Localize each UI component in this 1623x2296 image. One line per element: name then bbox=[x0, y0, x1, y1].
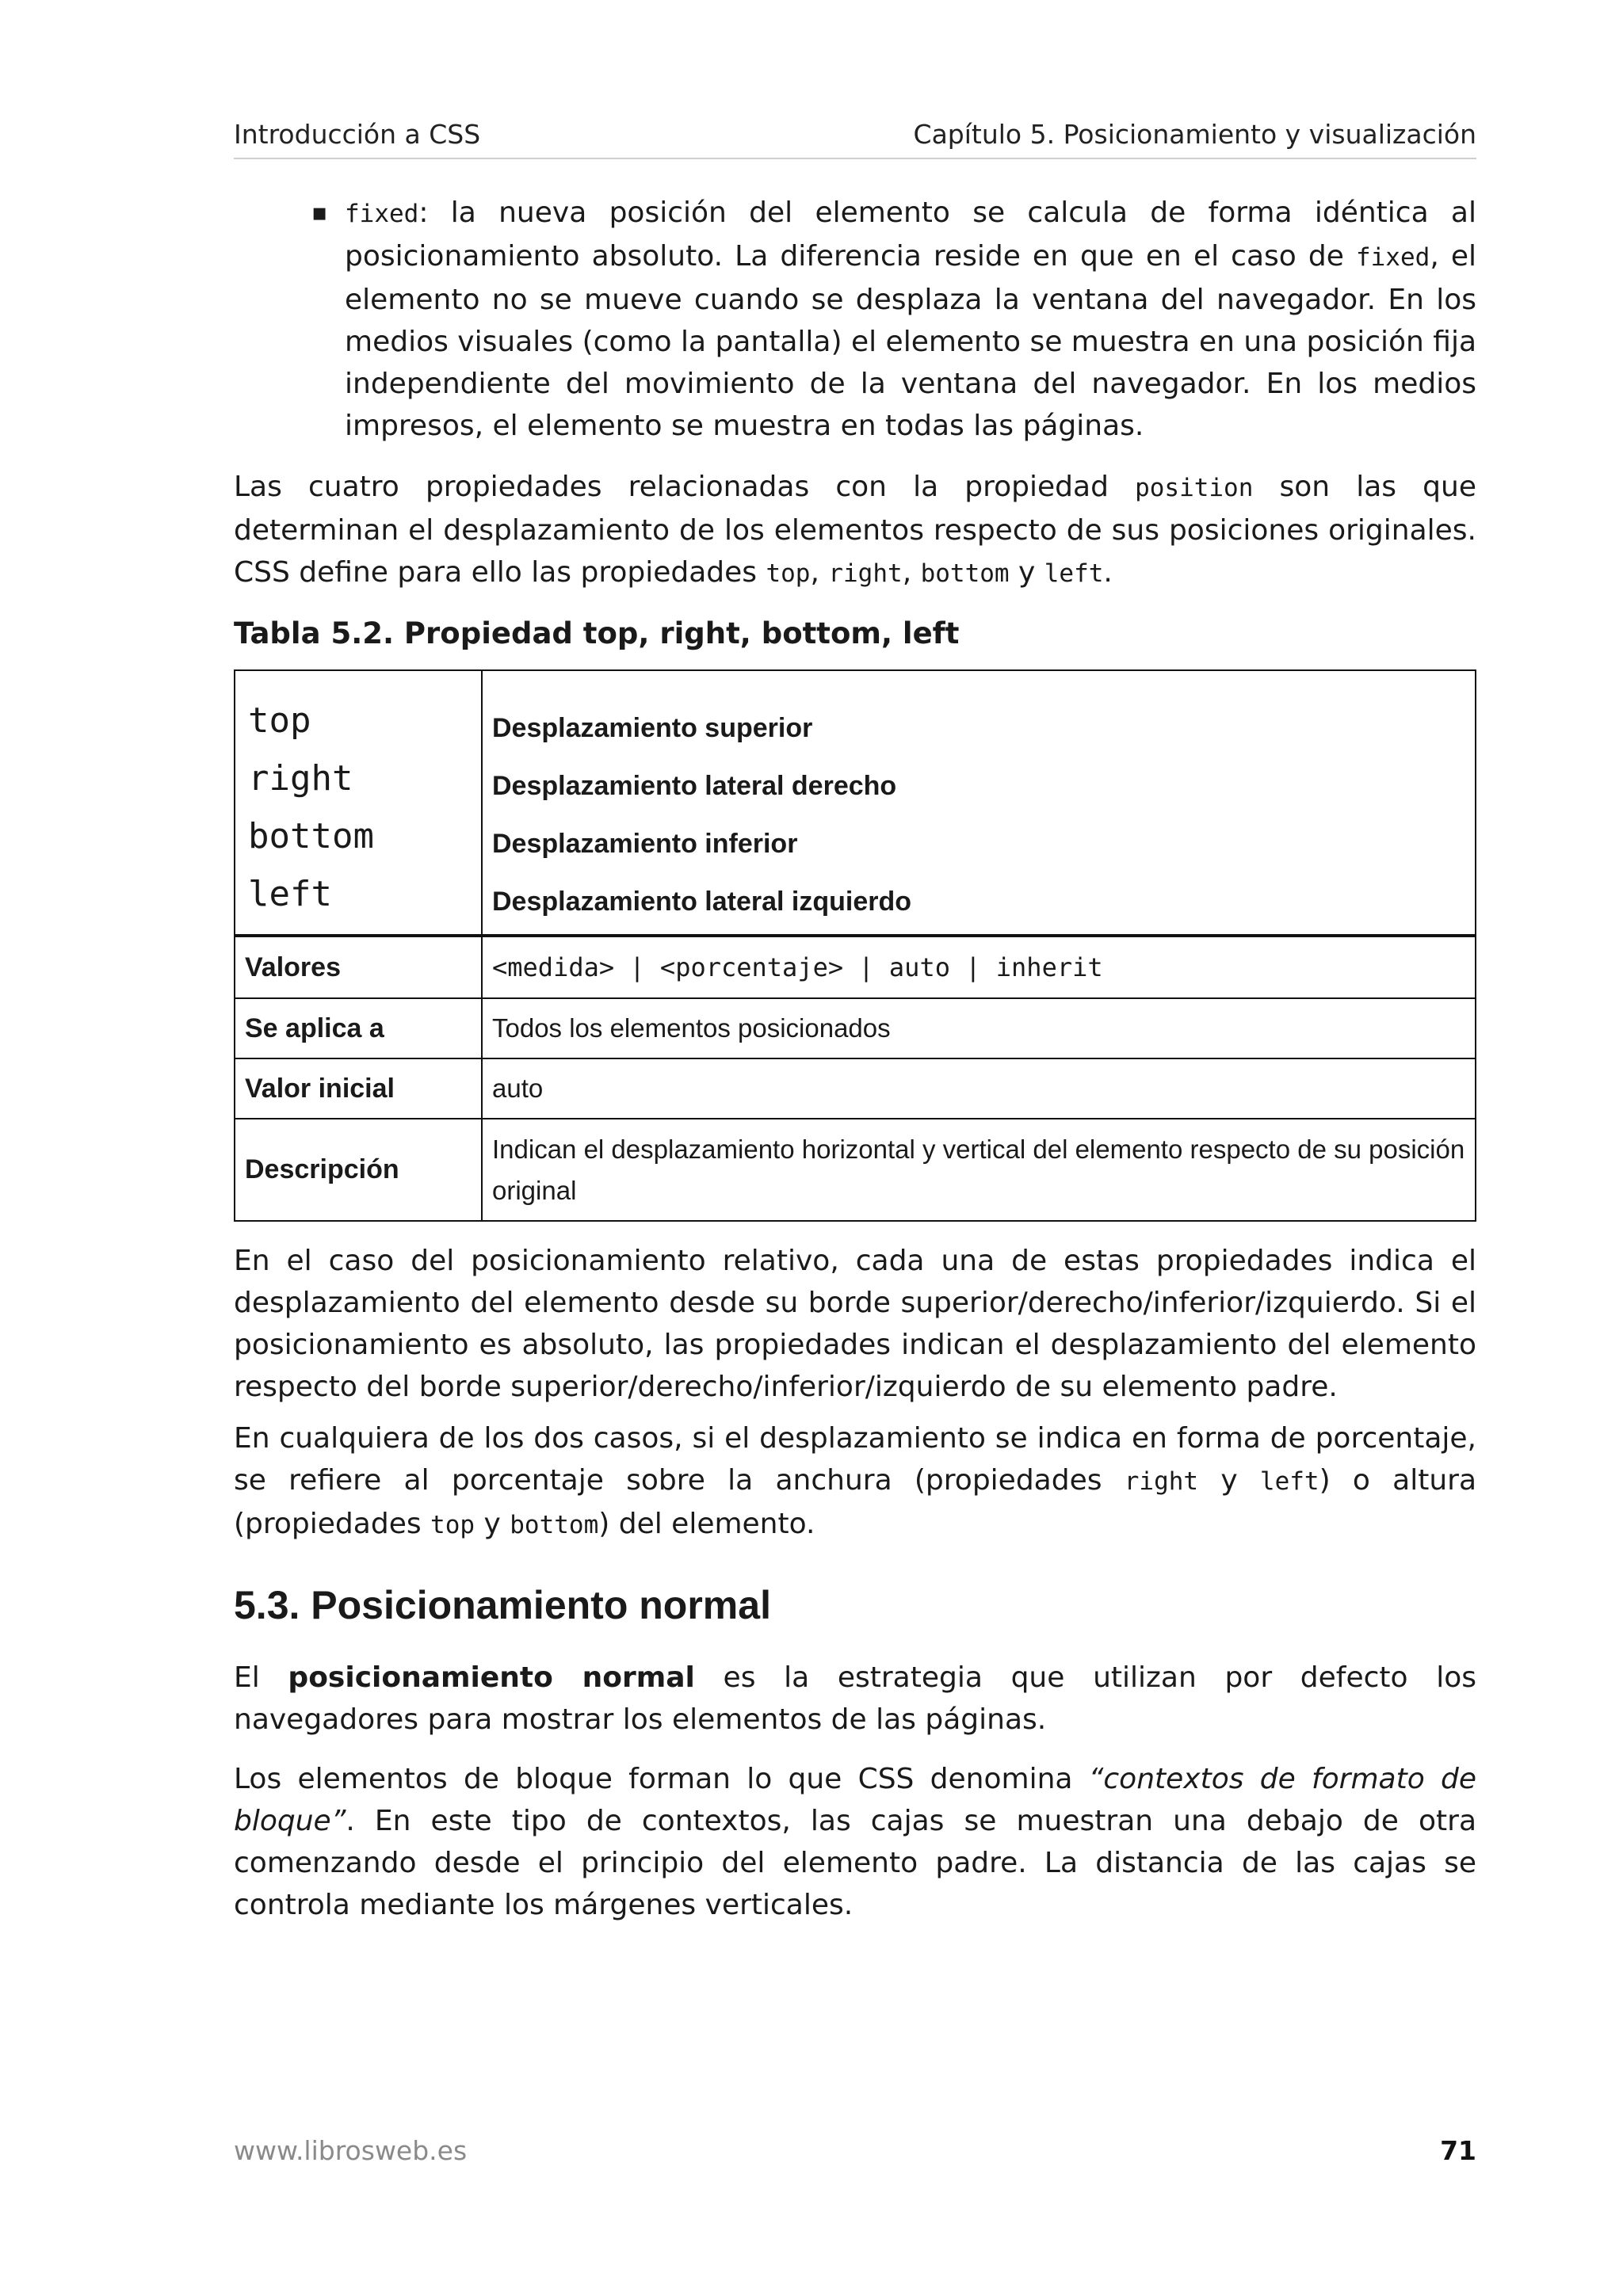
property-description: Desplazamiento lateral izquierdo bbox=[492, 887, 912, 917]
table-row-applies-to bbox=[235, 999, 1475, 1059]
row-value: Todos los elementos posicionados bbox=[492, 1013, 891, 1043]
property-table bbox=[234, 669, 1476, 1222]
property-description: Desplazamiento superior bbox=[492, 713, 813, 743]
property-descriptions-cell bbox=[483, 671, 1475, 934]
section-heading: 5.3. Posicionamiento normal bbox=[234, 1583, 771, 1627]
paragraph-block-context: Los elementos de bloque forman lo que CSS denomina “contextos de formato de bloque”. En este tipo de contextos, las cajas se muestran una debajo de otra comenzando desde el principio del elemento padre. La distancia de las cajas se controla mediante los márgenes verticales. bbox=[234, 1763, 1477, 1921]
table-row-description bbox=[235, 1119, 1475, 1220]
page-footer bbox=[234, 2135, 1476, 2166]
property-names-cell bbox=[235, 671, 483, 934]
row-value: Indican el desplazamiento horizontal y vertical del elemento respecto de su posición original bbox=[492, 1134, 1465, 1205]
property-name: left bbox=[248, 874, 332, 914]
table-row-values bbox=[235, 937, 1475, 999]
property-description: Desplazamiento lateral derecho bbox=[492, 771, 897, 801]
footer-website: www.librosweb.es bbox=[234, 2135, 468, 2166]
property-names-row bbox=[235, 671, 1475, 937]
paragraph-properties-intro: Las cuatro propiedades relacionadas con la propiedad position son las que determinan el desplazamiento de los elementos respecto de sus posiciones originales. CSS define para ello las propiedades top, right, bottom y left. bbox=[234, 471, 1477, 589]
row-label: Descripción bbox=[235, 1119, 483, 1220]
paragraph-normal-positioning: El posicionamiento normal es la estrategia que utilizan por defecto los navegadores para mostrar los elementos de las páginas. bbox=[234, 1661, 1476, 1736]
page-number: 71 bbox=[1440, 2135, 1476, 2166]
property-description: Desplazamiento inferior bbox=[492, 829, 798, 859]
property-name: bottom bbox=[248, 816, 374, 856]
row-label: Valores bbox=[235, 937, 483, 997]
header-chapter-title: Capítulo 5. Posicionamiento y visualización bbox=[913, 119, 1476, 150]
bullet-square-icon: ▪ bbox=[311, 199, 328, 227]
running-header bbox=[234, 119, 1476, 159]
row-label: Valor inicial bbox=[235, 1059, 483, 1118]
document-page bbox=[234, 0, 1476, 2296]
property-name: top bbox=[248, 700, 311, 741]
paragraph-relative-absolute: En el caso del posicionamiento relativo, cada una de estas propiedades indica el desplazamiento del elemento desde su borde superior/derecho/inferior/izquierdo. Si el posicionamiento es absoluto, las propiedades indican el desplazamiento del elemento respecto del borde superior/derecho/inferior/izquierdo de su elemento padre. bbox=[234, 1245, 1476, 1403]
row-label: Se aplica a bbox=[235, 999, 483, 1058]
paragraph-percentage: En cualquiera de los dos casos, si el desplazamiento se indica en forma de porcentaje, se refiere al porcentaje sobre la anchura (propiedades right y left) o altura (propiedades top y bottom) del elemento. bbox=[234, 1422, 1476, 1540]
bullet-item-fixed: ▪ fixed: la nueva posición del elemento se calcula de forma idéntica al posicionamiento absoluto. La diferencia reside en que en el caso de fixed, el elemento no se mueve cuando se desplaza la ventana del navegador. En los medios visuales (como la pantalla) el elemento se muestra en una posición fija independiente del movimiento de la ventana del navegador. En los medios impresos, el elemento se muestra en todas las páginas. bbox=[345, 192, 1476, 447]
table-row-initial-value bbox=[235, 1059, 1475, 1119]
header-book-title: Introducción a CSS bbox=[234, 119, 481, 150]
property-name: right bbox=[248, 758, 353, 799]
code-fixed: fixed bbox=[345, 200, 419, 228]
row-value: auto bbox=[492, 1074, 544, 1103]
row-value: <medida> | <porcentaje> | auto | inherit bbox=[492, 952, 1103, 982]
table-caption: Tabla 5.2. Propiedad top, right, bottom, left bbox=[234, 616, 960, 650]
